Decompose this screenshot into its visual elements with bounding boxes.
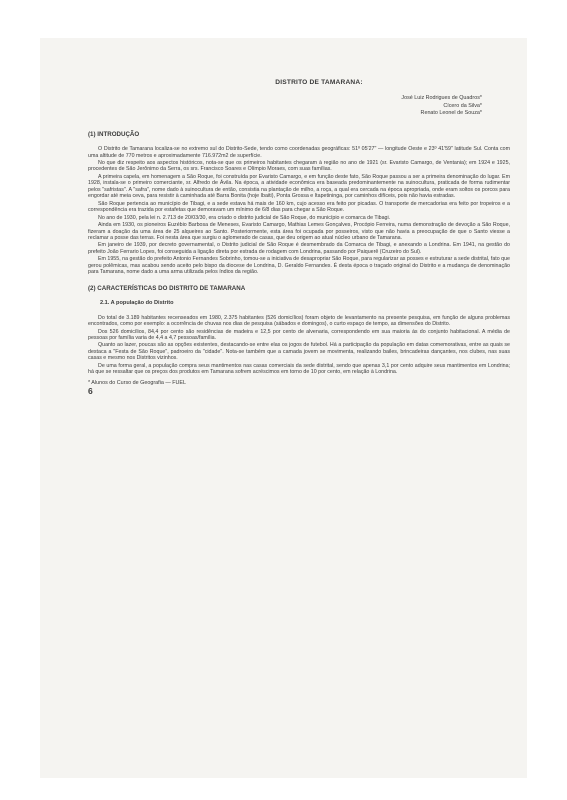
section-1-heading: (1) INTRODUÇÃO (88, 130, 140, 138)
page-number: 6 (88, 386, 93, 397)
section-2-heading: (2) CARACTERÍSTICAS DO DISTRITO DE TAMARANA (88, 284, 246, 292)
paragraph: Quanto ao lazer, poucas são as opções existentes, destacando-se entre elas os jogos de futebol. Há a participação da população em datas comemorativas, entre as quais se destaca a "Festa de São Roque", padroeiro da "cidade". Nota-se também que a camada jovem se movimenta, realizando bailes, brincadeiras dançantes, nos clubes, nas suas casas e mesmo nos Distritos vizinhos. (88, 342, 510, 362)
paragraph: Dos 526 domicílios, 84,4 por cento são residências de madeira e 12,5 por cento de alvenaria, correspondendo em sua maioria ás do conjunto habitacional. A média de pessoas por família varia de 4,4 a 4,7 pessoas/família. (88, 328, 510, 341)
scanned-page (40, 38, 527, 778)
author-2: Cícero da Silva* (443, 102, 482, 109)
paragraph: Em 1955, na gestão do prefeito Antonio Fernandes Sobrinho, tomou-se a iniciativa de desapropriar São Roque, para regularizar as posses e estruturar a sede distrital, fato que gerou polêmicas, mas acabou sendo aceito pelo bispo da diocese de Londrina, D. Geraldo Fernandes. É desta época o traçado original do Distrito e a mudança de denominação para Tamarana, nome dado a uma arma utilizada pelos índios da região. (88, 256, 510, 276)
author-list (88, 95, 482, 117)
paragraph: A primeira capela, em homenagem a São Roque, foi construída por Evaristo Camargo, e em função deste fato, São Roque passou a ser a primeira denominação do lugar. Em 1928, instala-se o primeiro comerciante, sr. Alfredo de Ávila. Na época, a atividade econômica era baseada predominantemente na suinocultura, praticada de forma rudimentar pelos "safristas". A "safra", nome dado à suinocultura de então, consistia na plantação de milho, a roça, a qual era cercada na época apropriada, onde eram soltos os porcos para engordar até meia ceva, para resistir à caminhada até Barra Bonita (hoje Ibaiti), Ponta Grossa e Itapetininga, por caminhos difíceis, pois não havia estradas. (88, 173, 510, 200)
paragraph: Ainda em 1930, os pioneiros Euzébio Barbosa de Meneses, Evaristo Camargo, Mathias Lemes Gonçalves, Procópio Ferreira, numa demonstração de devoção a São Roque, fizeram a doação da uma área de 25 alqueires ao Santo. Posteriormente, esta área foi ocupada por posseiros, visto que não havia a preocupação de que o Santo viesse a reclamar a posse das terras. Foi nesta área que surgiu o aglomerado de casas, que deu origem ao atual núcleo urbano de Tamarana. (88, 222, 510, 242)
paragraph: São Roque pertencia ao município de Tibagi, e a sede estava há mais de 160 km, cujo acesso era feito por picadas. O transporte de mercadorias era feito por tropeiros e a correspondência era trazida por estafetas que demoravam um mínimo de 6/8 dias para chegar a São Roque. (88, 200, 510, 214)
author-1: José Luiz Rodrigues de Quadros* (401, 95, 482, 102)
author-3: Renato Leonel de Souza* (420, 110, 482, 117)
subsection-2-1-heading: 2.1. A população do Distrito (100, 300, 174, 307)
paragraph: O Distrito de Tamarana localiza-se no extremo sul do Distrito-Sede, tendo como coordenadas geográficas: 51º 05'27" — longitude Oeste e 23º 41'59" latitude Sul. Conta com uma altitude de 770 metros e aproximadamente 716.972m2 de superfície. (88, 146, 510, 159)
paragraph: Do total de 3.189 habitantes recenseados em 1980, 2.375 habitantes (526 domicílios) foram objeto de levantamento na presente pesquisa, em função de alguns problemas encontrados, como por exemplo: a ocorrência de chuvas nos dias de pesquisa (sábados e domingos), o curto espaço de tempo, as dimensões do Distrito. (88, 314, 510, 328)
document-title: DISTRITO DE TAMARANA: (275, 79, 363, 86)
paragraph: Em janeiro de 1939, por decreto governamental, o Distrito judicial de São Roque é desmembrado da Comarca de Tibagi, e anexando a Londrina. Em 1941, na gestão do prefeito João Ferrario Lopes, foi conseguida a ligação direta por estrada de rodagem com Londrina, passando por Paiquerê (Cruzeiro do Sul). (88, 242, 510, 255)
paragraph: No ano de 1930, pela lei n. 2.713 de 20/03/30, era criado o distrito judicial de São Roque, do município e comarca de Tibagi. (98, 214, 391, 221)
document-body (88, 80, 510, 395)
paragraph: De uma forma geral, a população compra seus mantimentos nas casas comerciais da sede distrital, sendo que apenas 3,1 por cento adquire seus mantimentos em Londrina; há que se ressaltar que os preços dos produtos em Tamarana sofrem acréscimos em torno de 10 por cento, em relação à Londrina. (88, 362, 510, 376)
paragraph: No que diz respeito aos aspectos históricos, nota-se que os primeiros habitantes chegaram à região no ano de 1921 (sr. Evaristo Camargo, de Ventania); em 1924 e 1925, procedentes de São Jerônimo da Serra, os srs. Francisco Soares e Olímpio Moraes, com suas famílias. (88, 160, 510, 173)
footnote: * Alunos do Curso de Geografia — FUEL (88, 379, 186, 386)
